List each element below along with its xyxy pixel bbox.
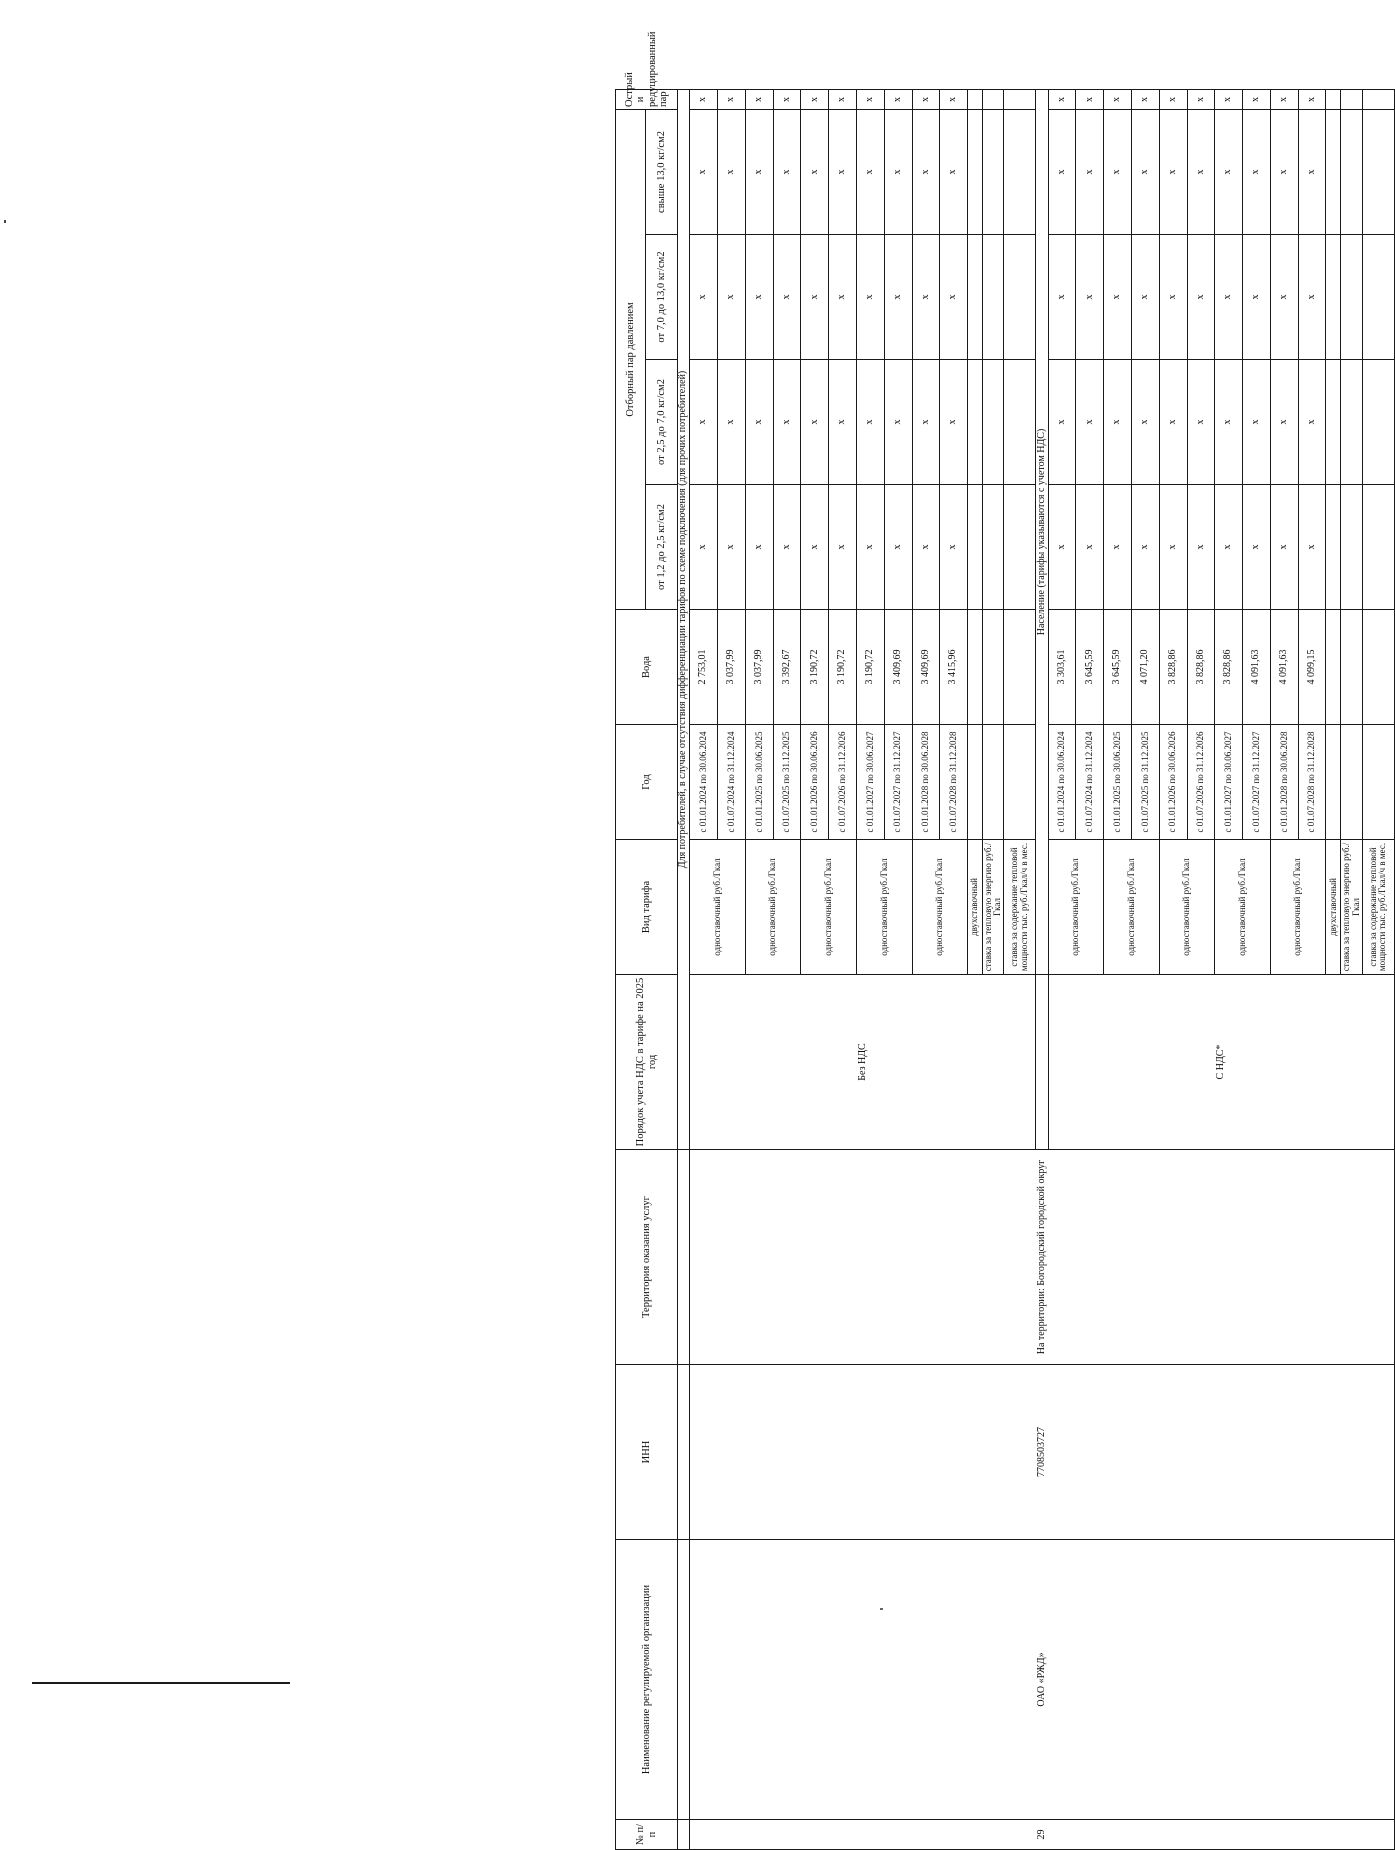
cross-mark: x (912, 89, 940, 109)
cross-mark: x (718, 89, 746, 109)
cross-mark: x (1048, 89, 1076, 109)
period: с 01.01.2025 по 30.06.2025 (1104, 725, 1132, 840)
empty-cell (1004, 610, 1036, 725)
header-pressure-2: от 2,5 до 7,0 кг/см2 (646, 360, 678, 485)
header-org-name: Наименование регулируемой организации (616, 1540, 678, 1820)
two-part-label: двухставочный (968, 840, 983, 975)
period: с 01.07.2024 по 31.12.2024 (1076, 725, 1104, 840)
header-pressure-3: от 7,0 до 13,0 кг/см2 (646, 235, 678, 360)
empty-cell (1004, 235, 1036, 360)
cross-mark: x (745, 109, 773, 234)
cross-mark: x (690, 89, 718, 109)
period: с 01.07.2028 по 31.12.2028 (1298, 725, 1326, 840)
period: с 01.07.2027 по 31.12.2027 (884, 725, 912, 840)
cross-mark: x (829, 235, 857, 360)
empty-cell (1362, 725, 1394, 840)
capacity-rate-label: ставка за содержание тепловой мощности тыс. руб./Гкал/ч в мес. (1362, 840, 1394, 975)
tariff-type-one-part: одноставочный руб./Гкал (1048, 840, 1104, 975)
water-value: 3 828,86 (1215, 610, 1243, 725)
cross-mark: x (884, 360, 912, 485)
tariff-type-one-part: одноставочный руб./Гкал (856, 840, 912, 975)
empty-cell (1326, 109, 1341, 234)
period: с 01.07.2026 по 31.12.2026 (1187, 725, 1215, 840)
water-value: 3 303,61 (1048, 610, 1076, 725)
cross-mark: x (1215, 235, 1243, 360)
empty-cell (1326, 89, 1341, 109)
cross-mark: x (884, 109, 912, 234)
cross-mark: x (1270, 89, 1298, 109)
cross-mark: x (773, 360, 801, 485)
empty-cell (1341, 610, 1362, 725)
cross-mark: x (884, 89, 912, 109)
cross-mark: x (1298, 109, 1326, 234)
tariff-type-one-part: одноставочный руб./Гкал (1215, 840, 1271, 975)
cross-mark: x (718, 235, 746, 360)
cross-mark: x (856, 235, 884, 360)
cross-mark: x (940, 235, 968, 360)
cross-mark: x (1159, 109, 1187, 234)
cross-mark: x (773, 485, 801, 610)
water-value: 3 828,86 (1159, 610, 1187, 725)
cross-mark: x (773, 89, 801, 109)
empty-cell (1362, 89, 1394, 109)
period: с 01.01.2024 по 30.06.2024 (1048, 725, 1076, 840)
cross-mark: x (940, 485, 968, 610)
cross-mark: x (1187, 360, 1215, 485)
cross-mark: x (1215, 109, 1243, 234)
cross-mark: x (856, 109, 884, 234)
tariff-type-one-part: одноставочный руб./Гкал (1270, 840, 1326, 975)
cross-mark: x (829, 360, 857, 485)
empty-cell (1341, 235, 1362, 360)
cross-mark: x (1159, 360, 1187, 485)
cross-mark: x (801, 360, 829, 485)
empty-cell (968, 89, 983, 109)
water-value: 3 037,99 (718, 610, 746, 725)
energy-rate-label: ставка за тепловую энергию руб./Гкал (1341, 840, 1362, 975)
period: с 01.01.2028 по 30.06.2028 (1270, 725, 1298, 840)
period: с 01.01.2025 по 30.06.2025 (745, 725, 773, 840)
empty-cell (1362, 485, 1394, 610)
cross-mark: x (1048, 109, 1076, 234)
cross-mark: x (1187, 235, 1215, 360)
empty-cell (1341, 109, 1362, 234)
vat-order: С НДС* (1048, 975, 1394, 1150)
header-pressure-4: свыше 13,0 кг/см2 (646, 109, 678, 234)
cross-mark: x (829, 485, 857, 610)
cross-mark: x (912, 485, 940, 610)
cross-mark: x (1270, 485, 1298, 610)
water-value: 3 409,69 (912, 610, 940, 725)
vat-separator (1036, 975, 1048, 1150)
period: с 01.07.2025 по 31.12.2025 (773, 725, 801, 840)
cross-mark: x (1104, 360, 1132, 485)
empty-cell (968, 610, 983, 725)
cross-mark: x (1298, 235, 1326, 360)
tariff-type-one-part: одноставочный руб./Гкал (745, 840, 801, 975)
empty-cell (1341, 725, 1362, 840)
empty-cell (1004, 485, 1036, 610)
cross-mark: x (745, 360, 773, 485)
cross-mark: x (690, 360, 718, 485)
header-vat-order: Порядок учета НДС в тарифе на 2025 год (616, 975, 678, 1150)
period: с 01.01.2027 по 30.06.2027 (856, 725, 884, 840)
cross-mark: x (690, 485, 718, 610)
empty-cell (1326, 610, 1341, 725)
rotated-tariff-table (615, 31, 1395, 1850)
header-num: № п/п (616, 1820, 678, 1850)
cross-mark: x (1298, 485, 1326, 610)
header-territory: Территория оказания услуг (616, 1150, 678, 1365)
water-value: 3 645,59 (1076, 610, 1104, 725)
water-value: 4 091,63 (1270, 610, 1298, 725)
cross-mark: x (690, 235, 718, 360)
header-pressure-1: от 1,2 до 2,5 кг/см2 (646, 485, 678, 610)
cross-mark: x (1104, 235, 1132, 360)
empty-cell (1362, 360, 1394, 485)
tariff-type-one-part: одноставочный руб./Гкал (690, 840, 746, 975)
cross-mark: x (1104, 485, 1132, 610)
cross-mark: x (1076, 235, 1104, 360)
cross-mark: x (1243, 89, 1271, 109)
cross-mark: x (773, 109, 801, 234)
empty-cell (1362, 109, 1394, 234)
cross-mark: x (718, 485, 746, 610)
water-value: 3 037,99 (745, 610, 773, 725)
period: с 01.07.2025 по 31.12.2025 (1131, 725, 1159, 840)
cross-mark: x (1270, 360, 1298, 485)
water-value: 4 091,63 (1243, 610, 1271, 725)
cross-mark: x (829, 89, 857, 109)
tariff-type-one-part: одноставочный руб./Гкал (912, 840, 968, 975)
cross-mark: x (1076, 485, 1104, 610)
cross-mark: x (745, 89, 773, 109)
cross-mark: x (1187, 485, 1215, 610)
tariff-type-one-part: одноставочный руб./Гкал (801, 840, 857, 975)
cross-mark: x (745, 485, 773, 610)
cross-mark: x (1048, 485, 1076, 610)
empty-cell (968, 725, 983, 840)
period: с 01.01.2027 по 30.06.2027 (1215, 725, 1243, 840)
empty-cell (1004, 109, 1036, 234)
empty-cell (1341, 485, 1362, 610)
water-value: 3 409,69 (884, 610, 912, 725)
empty-cell (983, 485, 1004, 610)
empty-cell (1326, 725, 1341, 840)
cross-mark: x (801, 109, 829, 234)
empty-cell (983, 360, 1004, 485)
empty-cell (968, 109, 983, 234)
empty-cell (1341, 360, 1362, 485)
cross-mark: x (884, 485, 912, 610)
cross-mark: x (690, 109, 718, 234)
empty-cell (1326, 360, 1341, 485)
row-inn: 7708503727 (690, 1365, 1395, 1540)
empty-cell (983, 89, 1004, 109)
cross-mark: x (912, 109, 940, 234)
header-water: Вода (616, 610, 678, 725)
territory-empty (678, 1150, 690, 1365)
cross-mark: x (1159, 485, 1187, 610)
cross-mark: x (1215, 89, 1243, 109)
empty-cell (1326, 485, 1341, 610)
cross-mark: x (912, 360, 940, 485)
cross-mark: x (1215, 360, 1243, 485)
period: с 01.01.2026 по 30.06.2026 (1159, 725, 1187, 840)
cross-mark: x (1076, 109, 1104, 234)
row-territory: На территории: Богородский городской округ (690, 1150, 1395, 1365)
cross-mark: x (1243, 360, 1271, 485)
water-value: 4 099,15 (1298, 610, 1326, 725)
empty-cell (983, 109, 1004, 234)
cross-mark: x (1243, 235, 1271, 360)
header-steam-group: Отборный пар давлением (616, 109, 646, 609)
period: с 01.01.2028 по 30.06.2028 (912, 725, 940, 840)
capacity-rate-label: ставка за содержание тепловой мощности тыс. руб./Гкал/ч в мес. (1004, 840, 1036, 975)
energy-rate-label: ставка за тепловую энергию руб./Гкал (983, 840, 1004, 975)
cross-mark: x (773, 235, 801, 360)
row-org-name: ОАО «РЖД» (690, 1540, 1395, 1820)
water-value: 3 190,72 (856, 610, 884, 725)
cross-mark: x (1159, 89, 1187, 109)
cross-mark: x (829, 109, 857, 234)
empty-cell (1341, 89, 1362, 109)
empty-cell (968, 235, 983, 360)
header-year: Год (616, 725, 678, 840)
cross-mark: x (1187, 89, 1215, 109)
empty-cell (1004, 89, 1036, 109)
period: с 01.07.2024 по 31.12.2024 (718, 725, 746, 840)
cross-mark: x (1076, 360, 1104, 485)
cross-mark: x (1131, 360, 1159, 485)
inn-empty (678, 1365, 690, 1540)
water-value: 4 071,20 (1131, 610, 1159, 725)
tariff-type-one-part: одноставочный руб./Гкал (1104, 840, 1160, 975)
water-value: 3 415,96 (940, 610, 968, 725)
cross-mark: x (856, 89, 884, 109)
cross-mark: x (1131, 485, 1159, 610)
header-tariff-type: Вид тарифа (616, 840, 678, 975)
water-value: 3 392,67 (773, 610, 801, 725)
water-value: 3 645,59 (1104, 610, 1132, 725)
period: с 01.01.2026 по 30.06.2026 (801, 725, 829, 840)
empty-cell (968, 360, 983, 485)
cross-mark: x (1270, 235, 1298, 360)
cross-mark: x (1131, 109, 1159, 234)
cross-mark: x (1298, 360, 1326, 485)
two-part-label: двухставочный (1326, 840, 1341, 975)
cross-mark: x (1104, 109, 1132, 234)
page-footer-line (32, 1682, 290, 1684)
cross-mark: x (801, 89, 829, 109)
cross-mark: x (1270, 109, 1298, 234)
cross-mark: x (1215, 485, 1243, 610)
cross-mark: x (884, 235, 912, 360)
cross-mark: x (1131, 89, 1159, 109)
water-value: 3 190,72 (801, 610, 829, 725)
row-num: 29 (690, 1820, 1395, 1850)
cross-mark: x (940, 109, 968, 234)
empty-cell (1362, 235, 1394, 360)
period: с 01.07.2026 по 31.12.2026 (829, 725, 857, 840)
table-row (690, 89, 718, 1849)
cross-mark: x (1243, 109, 1271, 234)
empty-cell (1362, 610, 1394, 725)
cross-mark: x (1159, 235, 1187, 360)
water-value: 3 190,72 (829, 610, 857, 725)
section-band-1: Для потребителей, в случае отсутствия дифференциации тарифов по схеме подключения (для прочих потребителей) (678, 89, 690, 1149)
period: с 01.07.2027 по 31.12.2027 (1243, 725, 1271, 840)
water-value: 2 753,01 (690, 610, 718, 725)
cross-mark: x (1048, 360, 1076, 485)
org-empty (678, 1540, 690, 1820)
empty-cell (983, 610, 1004, 725)
cross-mark: x (1048, 235, 1076, 360)
cross-mark: x (1187, 109, 1215, 234)
num-empty (678, 1820, 690, 1850)
period: с 01.01.2024 по 30.06.2024 (690, 725, 718, 840)
empty-cell (983, 235, 1004, 360)
section-band-2: Население (тарифы указываются с учетом НДС) (1036, 89, 1048, 974)
cross-mark: x (1104, 89, 1132, 109)
empty-cell (968, 485, 983, 610)
period: с 01.07.2028 по 31.12.2028 (940, 725, 968, 840)
cross-mark: x (718, 109, 746, 234)
vat-order: Без НДС (690, 975, 1036, 1150)
empty-cell (1326, 235, 1341, 360)
cross-mark: x (856, 360, 884, 485)
cross-mark: x (801, 485, 829, 610)
cross-mark: x (1298, 89, 1326, 109)
tariff-table (615, 31, 1395, 1850)
empty-cell (1004, 360, 1036, 485)
empty-cell (1004, 725, 1036, 840)
cross-mark: x (1243, 485, 1271, 610)
header-inn: ИНН (616, 1365, 678, 1540)
cross-mark: x (856, 485, 884, 610)
cross-mark: x (718, 360, 746, 485)
cross-mark: x (940, 360, 968, 485)
cross-mark: x (912, 235, 940, 360)
cross-mark: x (801, 235, 829, 360)
cross-mark: x (745, 235, 773, 360)
table-body (678, 89, 1395, 1849)
cross-mark: x (1076, 89, 1104, 109)
tariff-type-one-part: одноставочный руб./Гкал (1159, 840, 1215, 975)
scan-speck (880, 1608, 883, 1610)
header-sharp-steam: Острый и редуцированный пар (616, 89, 678, 109)
cross-mark: x (1131, 235, 1159, 360)
empty-cell (983, 725, 1004, 840)
scan-speck (4, 220, 6, 223)
cross-mark: x (940, 89, 968, 109)
water-value: 3 828,86 (1187, 610, 1215, 725)
